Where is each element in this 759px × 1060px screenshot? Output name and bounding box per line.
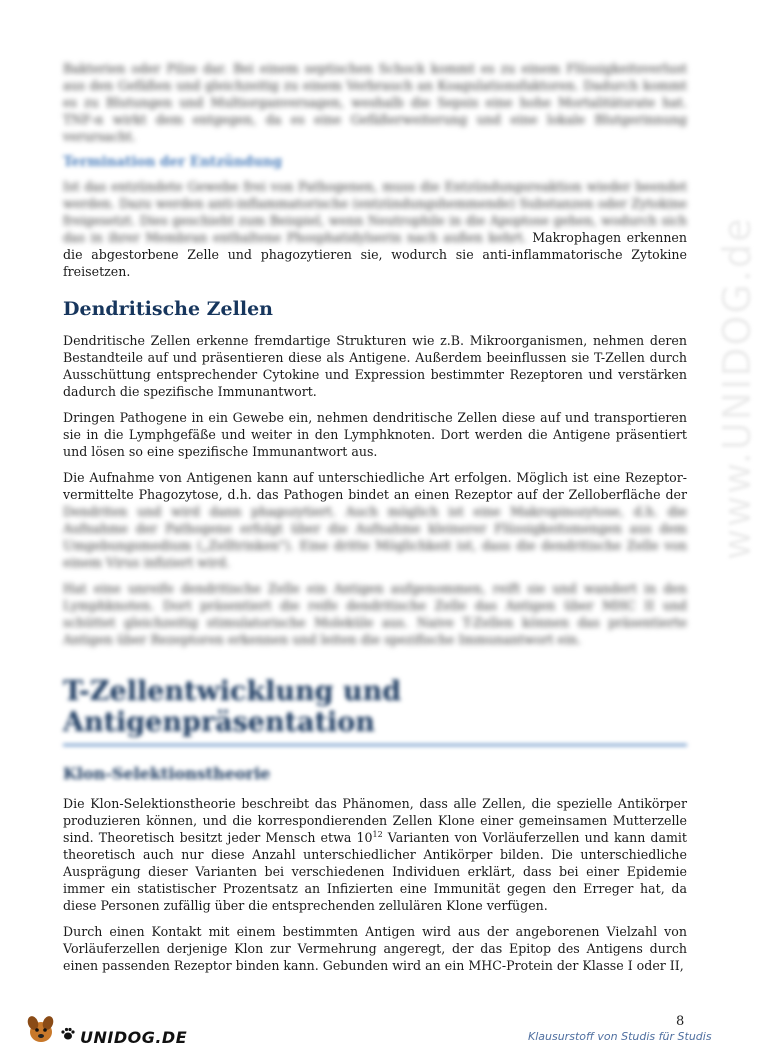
unidog-logo <box>24 1012 188 1048</box>
termination-blurred-text: Ist das entzündete Gewebe frei von Pathogenen, muss die Entzündungsreaktion wieder beendet werden. Dazu werden anti-inflammatorische (entzündungshemmende) Substanzen oder Zytokine freigesetzt. Dies geschieht zum Beispiel, wenn Neutrophile in die Apoptose gehen, wodurch sich das in ihrer Membran enthaltene Phosphatidylserin nach außen kehrt. <box>63 179 687 245</box>
termination-paragraph <box>63 178 687 280</box>
heading-dendritische-zellen: Dendritische Zellen <box>63 298 273 320</box>
blurred-top-paragraph: Bakterien oder Pilze dar. Bei einem septischen Schock kommt es zu einem Flüssigkeitsverlust aus den Gefäßen und gleichzeitig zu einem Verbrauch an Koagulationsfaktoren. Dadurch kommt es zu Blutungen und Multiorganversagen, weshalb die Sepsis eine hohe Mortalitätsrate hat. TNF-α wirkt dem entgegen, da es eine Gefäßerweiterung und eine lokale Blutgerinnung verursacht. <box>63 61 687 144</box>
page-number: 8 <box>676 1014 685 1029</box>
paw-icon <box>60 1026 76 1042</box>
dendritic-paragraph-3 <box>63 469 687 571</box>
klon-paragraph-1 <box>63 795 687 914</box>
page-content <box>63 60 687 983</box>
heading-termination: Termination der Entzündung <box>63 154 283 170</box>
footer-slogan: Klausurstoff von Studis für Studis <box>528 1030 712 1043</box>
dendritic-paragraph-3-visible: Die Aufnahme von Antigenen kann auf unterschiedliche Art erfolgen. Möglich ist eine Rezeptor-vermittelte Phagozytose, d.h. das Pathogen bindet an einen Rezeptor auf der Zelloberfläche der <box>63 470 687 502</box>
dendritic-paragraph-3-blurred: Dendriten und wird dann phagozytiert. Auch möglich ist eine Makropinozytose, d.h. die Aufnahme der Pathogene erfolgt über die Aufnahme kleinerer Flüssigkeitsmengen aus dem Umgebungsmedium („Zelltrinken"). Eine dritte Möglichkeit ist, dass die dendritische Zelle von einem Virus infiziert wird. <box>63 504 687 570</box>
klon-paragraph-1-end: Varianten von Vorläuferzellen und kann damit theoretisch auch nur diese Anzahl unterschiedlicher Antikörper bilden. Die unterschiedliche Ausprägung dieser Varianten bei verschiedenen Individuen erklärt, dass bei einer Epidemie immer ein statistischer Prozentsatz an Infizierten eine Immunität gegen den Erreger hat, da diese Personen zufällig über die entsprechenden zellulären Klone verfügen. <box>63 830 687 913</box>
logo-text: UNIDOG.DE <box>80 1028 188 1047</box>
dendritic-paragraph-2: Dringen Pathogene in ein Gewebe ein, nehmen dendritische Zellen diese auf und transportieren sie in die Lymphgefäße und weiter in den Lymphknoten. Dort werden die Antigene präsentiert und lösen so eine spezifische Immunantwort aus. <box>63 410 687 459</box>
dendritic-paragraph-4-blurred: Hat eine unreife dendritische Zelle ein Antigen aufgenommen, reift sie und wandert in den Lymphknoten. Dort präsentiert die reife dendritische Zelle das Antigen über MHC II und schüttet gleichzeitig stimulatorische Moleküle aus. Naive T-Zellen können das präsentierte Antigen über Rezeptoren erkennen und leiten die spezifische Immunantwort ein. <box>63 581 687 647</box>
superscript-exponent: 12 <box>372 829 383 839</box>
dog-icon <box>24 1012 58 1046</box>
watermark-text: www.UNIDOG.de <box>715 216 759 560</box>
klon-paragraph-2: Durch einen Kontakt mit einem bestimmten Antigen wird aus der angeborenen Vielzahl von Vorläuferzellen derjenige Klon zur Vermehrung angeregt, der das Epitop des Antigens durch einen passenden Rezeptor binden kann. Gebunden wird an ein MHC-Protein der Klasse I oder II, <box>63 924 687 973</box>
dendritic-paragraph-1: Dendritische Zellen erkenne fremdartige Strukturen wie z.B. Mikroorganismen, nehmen deren Bestandteile auf und präsentieren diese als Antigene. Außerdem beeinflussen sie T-Zellen durch Ausschüttung entsprechender Cytokine und Expression bestimmter Rezeptoren und verstärken dadurch die spezifische Immunantwort. <box>63 333 687 399</box>
heading-t-zellentwicklung: T-Zellentwicklung und Antigenpräsentation <box>63 676 687 746</box>
klon-paragraph-1-start: Die Klon-Selektionstheorie beschreibt das Phänomen, dass alle Zellen, die spezielle Antikörper produzieren können, und die korrespondierenden Zellen Klone einer gemeinsamen Mutterzelle sind. Theoretisch besitzt jeder Mensch etwa 10 <box>63 796 687 845</box>
termination-visible-text: Makrophagen erkennen die abgestorbene Zelle und phagozytieren sie, wodurch sie anti-inflammatorische Zytokine freisetzen. <box>63 230 687 279</box>
heading-klon-selektionstheorie: Klon-Selektionstheorie <box>63 764 271 783</box>
